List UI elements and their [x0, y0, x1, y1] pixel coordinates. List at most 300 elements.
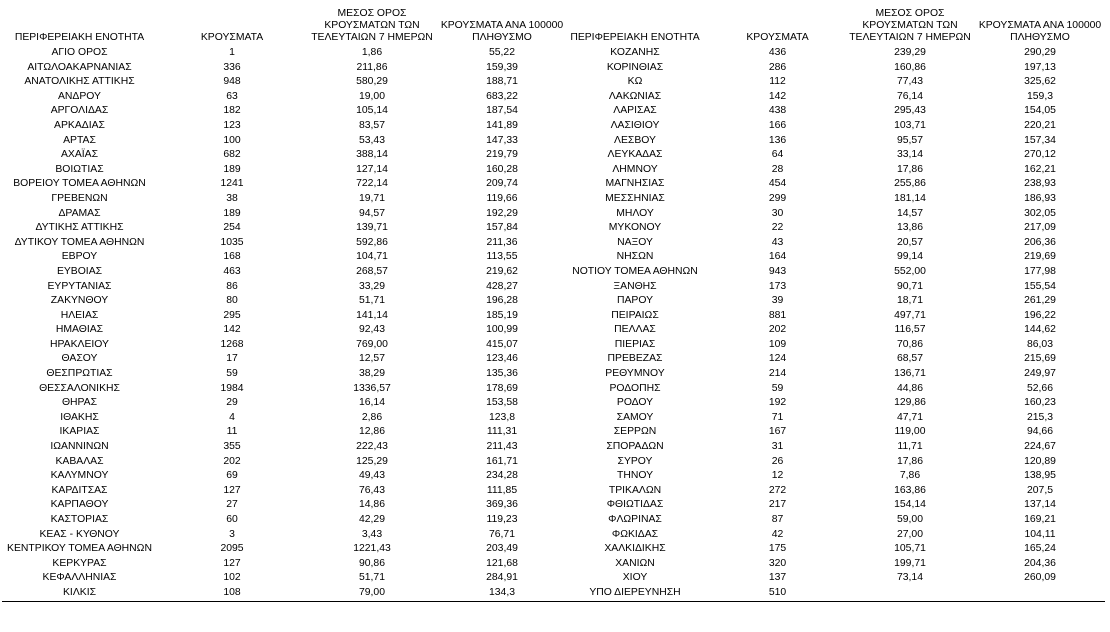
- cell-cases: 164: [768, 251, 787, 263]
- table-row: [2, 280, 567, 295]
- table-row: [2, 382, 567, 397]
- header-region: ΠΕΡΙΦΕΡΕΙΑΚΗ ΕΝΟΤΗΤΑ: [14, 32, 145, 43]
- cell-cases: 1: [229, 47, 235, 58]
- cell-avg-7-days: 239,29: [894, 47, 926, 58]
- table-row: [2, 294, 567, 309]
- table-row: [560, 338, 1105, 353]
- cell-cases: 69: [226, 470, 238, 482]
- header-avg-line3: ΤΕΛΕΥΤΑΙΩΝ 7 ΗΜΕΡΩΝ: [849, 32, 971, 43]
- cell-region: ΙΩΑΝΝΙΝΩΝ: [50, 441, 109, 453]
- table-row: [2, 177, 567, 192]
- header-cases: ΚΡΟΥΣΜΑΤΑ: [200, 32, 264, 43]
- cell-cases: 59: [226, 368, 238, 380]
- table-row: [560, 163, 1105, 178]
- cell-region: ΣΕΡΡΩΝ: [613, 426, 657, 438]
- cell-region: ΔΡΑΜΑΣ: [58, 207, 101, 219]
- cell-avg-7-days: 33,29: [358, 280, 385, 292]
- cell-cases: 26: [771, 455, 784, 467]
- cell-cases: 214: [768, 368, 787, 380]
- cell-region: ΛΑΚΩΝΙΑΣ: [608, 90, 662, 102]
- cell-region: ΚΙΛΚΙΣ: [2, 586, 157, 601]
- table-row: [560, 119, 1105, 134]
- cell-region: ΑΝΔΡΟΥ: [58, 90, 101, 102]
- cell-per-100k: 261,29: [1024, 295, 1056, 307]
- cell-region: ΚΑΒΑΛΑΣ: [55, 455, 104, 467]
- cell-per-100k: 209,74: [486, 178, 518, 190]
- cell-avg-7-days: 163,86: [894, 484, 926, 496]
- table-row: [2, 134, 567, 149]
- cell-cases: 943: [768, 265, 787, 277]
- table-row: [560, 513, 1105, 528]
- cell-cases: 1268: [220, 338, 244, 350]
- table-row: [2, 148, 567, 163]
- cell-per-100k: 138,95: [1024, 470, 1056, 482]
- cell-region: ΖΑΚΥΝΘΟΥ: [50, 295, 109, 307]
- header-avg-line2: ΚΡΟΥΣΜΑΤΩΝ ΤΩΝ: [862, 20, 958, 31]
- cell-per-100k: 169,21: [1024, 514, 1056, 525]
- cell-cases: 510: [710, 586, 845, 601]
- cell-cases: 173: [768, 280, 787, 292]
- cell-cases: 87: [771, 514, 784, 525]
- cell-cases: 11: [226, 426, 238, 438]
- cell-region: ΛΕΣΒΟΥ: [614, 134, 656, 146]
- table-row: [560, 352, 1105, 367]
- cell-avg-7-days: 51,71: [358, 572, 385, 584]
- cell-cases: 336: [223, 61, 241, 73]
- cell-cases: 137: [768, 572, 787, 584]
- cell-per-100k: 119,66: [486, 192, 518, 204]
- header-avg-7-days: [845, 8, 975, 46]
- table-row: [2, 192, 567, 207]
- table-row: [560, 309, 1105, 324]
- table-row: [2, 367, 567, 382]
- cell-cases: 438: [768, 105, 787, 117]
- header-per100k-line1: ΚΡΟΥΣΜΑΤΑ ΑΝΑ 100000: [440, 20, 564, 31]
- cell-avg-7-days: 19,00: [358, 90, 385, 102]
- cell-cases: 463: [223, 265, 241, 277]
- cell-per-100k: 215,3: [1026, 411, 1053, 423]
- cell-per-100k: 224,67: [1024, 441, 1056, 453]
- table-row: [560, 411, 1105, 426]
- cell-region: ΚΕΝΤΡΙΚΟΥ ΤΟΜΕΑ ΑΘΗΝΩΝ: [7, 543, 152, 555]
- table-row: [2, 265, 567, 280]
- cell-cases: 1984: [220, 382, 244, 394]
- cell-per-100k: 160,28: [486, 163, 518, 175]
- cell-region: ΗΛΕΙΑΣ: [60, 309, 99, 321]
- table-row: [2, 469, 567, 484]
- header-avg-line3: ΤΕΛΕΥΤΑΙΩΝ 7 ΗΜΕΡΩΝ: [311, 32, 433, 43]
- cell-region: ΑΧΑΪΑΣ: [60, 149, 99, 161]
- cell-avg-7-days: 17,86: [896, 163, 923, 175]
- table-row: [560, 484, 1105, 499]
- cell-per-100k: 415,07: [486, 338, 518, 350]
- table-row: [560, 265, 1105, 280]
- cell-avg-7-days: 76,43: [358, 484, 385, 496]
- cell-per-100k: 204,36: [1024, 557, 1056, 569]
- cell-cases: 31: [771, 441, 784, 453]
- cell-avg-7-days: 592,86: [356, 236, 388, 248]
- cell-per-100k: 178,69: [486, 382, 518, 394]
- cell-per-100k: 100,99: [486, 324, 518, 336]
- cell-per-100k: 135,36: [486, 368, 518, 380]
- cell-avg-7-days: 105,14: [356, 105, 388, 117]
- cell-cases: 2095: [220, 543, 244, 555]
- cell-per-100k: 111,85: [486, 484, 518, 496]
- cell-per-100k: 284,91: [486, 572, 518, 584]
- cell-cases: 299: [768, 192, 787, 204]
- cell-region: ΧΑΛΚΙΔΙΚΗΣ: [604, 543, 666, 555]
- cell-avg-7-days: 12,86: [358, 426, 385, 438]
- cell-avg-7-days: 1221,43: [353, 543, 391, 555]
- cell-region: ΣΠΟΡΑΔΩΝ: [606, 441, 664, 453]
- cell-region: ΚΑΡΔΙΤΣΑΣ: [51, 484, 108, 496]
- header-row: [560, 8, 1105, 46]
- cell-per-100k: 153,58: [486, 397, 518, 409]
- cell-avg-7-days: 95,57: [896, 134, 923, 146]
- cell-region: ΘΕΣΠΡΩΤΙΑΣ: [46, 368, 113, 380]
- table-body-left: [2, 46, 567, 601]
- cell-avg-7-days: 295,43: [894, 105, 926, 117]
- cell-region: ΔΥΤΙΚΟΥ ΤΟΜΕΑ ΑΘΗΝΩΝ: [14, 236, 145, 248]
- cell-cases: 142: [768, 90, 787, 102]
- cell-per-100k: 185,19: [486, 309, 518, 321]
- table-row: [560, 571, 1105, 586]
- cell-avg-7-days: 94,57: [358, 207, 385, 219]
- cell-per-100k: 219,79: [486, 149, 518, 161]
- cell-avg-7-days: 77,43: [896, 76, 923, 88]
- table-row: [2, 396, 567, 411]
- cell-avg-7-days: 38,29: [358, 368, 385, 380]
- table-row: [560, 294, 1105, 309]
- cell-avg-7-days: 20,57: [896, 236, 923, 248]
- cell-region: ΚΑΡΠΑΘΟΥ: [50, 499, 109, 511]
- cell-per-100k: 683,22: [486, 90, 518, 102]
- cell-region: ΞΑΝΘΗΣ: [613, 280, 657, 292]
- cell-avg-7-days: 129,86: [894, 397, 926, 409]
- cell-region: ΘΑΣΟΥ: [61, 353, 98, 365]
- table-row: [560, 104, 1105, 119]
- cell-per-100k: 159,3: [1026, 90, 1053, 102]
- cell-per-100k: 154,05: [1024, 105, 1056, 117]
- cell-region: ΠΑΡΟΥ: [616, 295, 654, 307]
- cell-per-100k: 157,84: [486, 222, 518, 234]
- cell-avg-7-days: 42,29: [358, 514, 385, 525]
- table-row: [2, 484, 567, 499]
- cell-per-100k: 207,5: [1026, 484, 1053, 496]
- cell-region: ΛΑΣΙΘΙΟΥ: [610, 119, 660, 131]
- cell-per-100k: 192,29: [486, 207, 518, 219]
- cell-per-100k: 104,11: [1024, 528, 1056, 540]
- cell-cases: 86: [226, 280, 238, 292]
- table-row: [560, 396, 1105, 411]
- cell-avg-7-days: 104,71: [356, 251, 388, 263]
- cell-avg-7-days: 7,86: [899, 470, 921, 482]
- cell-per-100k: 162,21: [1024, 163, 1056, 175]
- cell-per-100k: 369,36: [486, 499, 518, 511]
- cell-region: ΑΙΤΩΛΟΑΚΑΡΝΑΝΙΑΣ: [27, 61, 132, 73]
- cell-avg-7-days: 90,71: [896, 280, 923, 292]
- cell-avg-7-days: [845, 586, 975, 601]
- cell-per-100k: 144,62: [1024, 324, 1056, 336]
- table-row: [560, 323, 1105, 338]
- cell-region: ΜΑΓΝΗΣΙΑΣ: [605, 178, 665, 190]
- cell-region: ΓΡΕΒΕΝΩΝ: [51, 192, 108, 204]
- cell-region: ΠΙΕΡΙΑΣ: [614, 338, 656, 350]
- cell-cases: 4: [229, 411, 235, 423]
- cell-region: ΧΙΟΥ: [622, 572, 648, 584]
- cell-cases: 320: [768, 557, 787, 569]
- table-row: [560, 280, 1105, 295]
- header-per100k-line2: ΠΛΗΘΥΣΜΟ: [1010, 32, 1070, 43]
- cell-avg-7-days: 1336,57: [353, 382, 391, 394]
- cell-avg-7-days: 125,29: [356, 455, 388, 467]
- cell-region: ΕΥΡΥΤΑΝΙΑΣ: [47, 280, 112, 292]
- cell-cases: 3: [229, 528, 235, 540]
- cell-per-100k: 206,36: [1024, 236, 1056, 248]
- cell-avg-7-days: 116,57: [894, 324, 926, 336]
- cell-cases: 63: [226, 90, 238, 102]
- cell-region: ΣΑΜΟΥ: [616, 411, 654, 423]
- cell-region: ΚΑΛΥΜΝΟΥ: [50, 470, 109, 482]
- table-row: [2, 104, 567, 119]
- cell-per-100k: 177,98: [1024, 265, 1056, 277]
- cell-avg-7-days: 105,71: [894, 543, 926, 555]
- table-row: [560, 250, 1105, 265]
- cell-region: ΙΚΑΡΙΑΣ: [59, 426, 100, 438]
- cell-avg-7-days: 12,57: [358, 353, 385, 365]
- cell-avg-7-days: 99,14: [896, 251, 923, 263]
- cell-avg-7-days: 70,86: [896, 338, 923, 350]
- cell-per-100k: 123,46: [486, 353, 518, 365]
- table-row: [2, 75, 567, 90]
- cell-region: ΛΗΜΝΟΥ: [612, 163, 658, 175]
- header-avg-line1: ΜΕΣΟΣ ΟΡΟΣ: [337, 8, 407, 19]
- header-avg-line2: ΚΡΟΥΣΜΑΤΩΝ ΤΩΝ: [324, 20, 420, 31]
- cell-cases: 166: [768, 119, 787, 131]
- cell-per-100k: 76,71: [488, 528, 515, 540]
- table-row: [2, 586, 567, 601]
- cell-region: ΤΗΝΟΥ: [616, 470, 654, 482]
- header-per100k-line2: ΠΛΗΘΥΣΜΟ: [472, 32, 532, 43]
- table-row: [2, 90, 567, 105]
- cell-cases: 182: [223, 105, 241, 117]
- header-per-100k: [975, 8, 1105, 46]
- cell-region: ΛΕΥΚΑΔΑΣ: [607, 149, 663, 161]
- cell-per-100k: 159,39: [486, 61, 518, 73]
- cell-region: ΝΟΤΙΟΥ ΤΟΜΕΑ ΑΘΗΝΩΝ: [572, 265, 698, 277]
- header-avg-line1: ΜΕΣΟΣ ΟΡΟΣ: [875, 8, 945, 19]
- cell-cases: 29: [226, 397, 238, 409]
- cell-per-100k: 134,3: [437, 586, 567, 601]
- table-row: [2, 119, 567, 134]
- table-row: [560, 425, 1105, 440]
- cell-cases: 1035: [220, 236, 244, 248]
- cell-region: ΚΕΦΑΛΛΗΝΙΑΣ: [42, 572, 117, 584]
- table-row: [2, 513, 567, 528]
- cell-region: ΤΡΙΚΑΛΩΝ: [608, 484, 662, 496]
- cell-avg-7-days: 211,86: [356, 61, 388, 73]
- cell-region: ΛΑΡΙΣΑΣ: [613, 105, 657, 117]
- table-row: [2, 338, 567, 353]
- cell-per-100k: 270,12: [1024, 149, 1056, 161]
- cell-avg-7-days: 14,57: [896, 207, 923, 219]
- cell-cases: 30: [771, 207, 784, 219]
- cell-region: ΝΑΞΟΥ: [617, 236, 653, 248]
- cell-region: ΚΟΖΑΝΗΣ: [610, 47, 660, 58]
- cell-cases: 881: [768, 309, 787, 321]
- cell-cases: 38: [226, 192, 238, 204]
- cell-cases: 108: [157, 586, 307, 601]
- cell-avg-7-days: 16,14: [358, 397, 385, 409]
- table-row: [560, 586, 1105, 601]
- cell-avg-7-days: 1,86: [361, 47, 383, 58]
- cell-cases: 124: [768, 353, 787, 365]
- table-row: [560, 469, 1105, 484]
- cell-avg-7-days: 127,14: [356, 163, 388, 175]
- cell-avg-7-days: 79,00: [307, 586, 437, 601]
- cell-per-100k: 137,14: [1024, 499, 1056, 511]
- cell-region: ΘΗΡΑΣ: [61, 397, 98, 409]
- table-row: [2, 309, 567, 324]
- cell-cases: 59: [771, 382, 784, 394]
- cell-per-100k: 234,28: [486, 470, 518, 482]
- cell-per-100k: 113,55: [486, 251, 518, 263]
- cell-avg-7-days: 268,57: [356, 265, 388, 277]
- cell-cases: 136: [768, 134, 787, 146]
- table-row: [560, 440, 1105, 455]
- cell-avg-7-days: 76,14: [896, 90, 923, 102]
- cell-per-100k: 219,69: [1024, 251, 1056, 263]
- cell-per-100k: 161,71: [486, 455, 518, 467]
- cell-cases: 112: [769, 76, 786, 88]
- table-row: [560, 177, 1105, 192]
- cell-cases: 682: [223, 149, 241, 161]
- cell-region: ΑΡΤΑΣ: [63, 134, 96, 146]
- cell-avg-7-days: 18,71: [896, 295, 923, 307]
- cell-avg-7-days: 19,71: [358, 192, 385, 204]
- header-cases: ΚΡΟΥΣΜΑΤΑ: [746, 32, 809, 43]
- cell-region: ΧΑΝΙΩΝ: [615, 557, 655, 569]
- cell-per-100k: 187,54: [486, 105, 518, 117]
- cell-avg-7-days: 181,14: [894, 192, 926, 204]
- cell-cases: 355: [223, 441, 241, 453]
- cell-cases: 202: [768, 324, 787, 336]
- table-row: [2, 352, 567, 367]
- table-row: [2, 207, 567, 222]
- cell-cases: 175: [768, 543, 787, 555]
- cell-region: ΒΟΙΩΤΙΑΣ: [55, 163, 104, 175]
- table-row: [2, 323, 567, 338]
- cell-per-100k: 290,29: [1024, 47, 1056, 58]
- cell-per-100k: 147,33: [486, 134, 518, 146]
- table-row: [2, 528, 567, 543]
- cell-cases: 272: [768, 484, 787, 496]
- cell-cases: 254: [223, 222, 241, 234]
- cell-cases: 127: [223, 557, 241, 569]
- cell-avg-7-days: 103,71: [894, 119, 926, 131]
- cell-cases: 217: [768, 499, 787, 511]
- cell-region: ΚΩ: [627, 76, 643, 88]
- table-body-right: [560, 46, 1105, 601]
- cell-cases: 948: [223, 76, 241, 88]
- table-row: [560, 498, 1105, 513]
- cell-per-100k: 120,89: [1024, 455, 1056, 467]
- cell-cases: 109: [768, 338, 787, 350]
- header-per-100k: [437, 8, 567, 46]
- cell-avg-7-days: 722,14: [356, 178, 388, 190]
- cell-avg-7-days: 17,86: [896, 455, 923, 467]
- cell-region: ΚΟΡΙΝΘΙΑΣ: [606, 61, 664, 73]
- cell-cases: 123: [223, 119, 241, 131]
- cell-cases: 43: [771, 236, 784, 248]
- table-row: [2, 571, 567, 586]
- cell-avg-7-days: 222,43: [356, 441, 388, 453]
- cell-region: ΠΡΕΒΕΖΑΣ: [607, 353, 663, 365]
- cell-avg-7-days: 141,14: [356, 309, 388, 321]
- cell-cases: 189: [223, 207, 241, 219]
- cell-region: ΚΕΑΣ - ΚΥΘΝΟΥ: [39, 528, 120, 540]
- cell-avg-7-days: 2,86: [361, 411, 383, 423]
- header-row: [2, 8, 567, 46]
- cell-region: ΑΝΑΤΟΛΙΚΗΣ ΑΤΤΙΚΗΣ: [24, 76, 135, 88]
- cell-per-100k: 217,09: [1024, 222, 1056, 234]
- table-row: [560, 382, 1105, 397]
- cell-per-100k: 123,8: [488, 411, 515, 423]
- cell-cases: 286: [768, 61, 787, 73]
- cell-per-100k: 186,93: [1024, 192, 1056, 204]
- cell-region: ΦΩΚΙΔΑΣ: [611, 528, 659, 540]
- cell-avg-7-days: 92,43: [358, 324, 385, 336]
- cell-avg-7-days: 11,71: [897, 441, 923, 453]
- cell-avg-7-days: 255,86: [894, 178, 926, 190]
- cell-region: ΗΜΑΘΙΑΣ: [55, 324, 104, 336]
- cell-region: ΦΛΩΡΙΝΑΣ: [608, 514, 662, 525]
- cell-per-100k: 260,09: [1024, 572, 1056, 584]
- cell-region: ΡΕΘΥΜΝΟΥ: [605, 368, 665, 380]
- cell-region: ΠΕΙΡΑΙΩΣ: [611, 309, 659, 321]
- cell-avg-7-days: 497,71: [894, 309, 926, 321]
- cell-avg-7-days: 68,57: [896, 353, 923, 365]
- table-row: [560, 528, 1105, 543]
- cell-cases: 64: [771, 149, 784, 161]
- cell-per-100k: 94,66: [1026, 426, 1053, 438]
- cell-region: ΡΟΔΟΠΗΣ: [609, 382, 661, 394]
- cell-avg-7-days: 73,14: [896, 572, 923, 584]
- cell-cases: 436: [768, 47, 787, 58]
- cell-cases: 71: [771, 411, 784, 423]
- cell-per-100k: 141,89: [486, 119, 518, 131]
- cell-cases: 22: [771, 222, 784, 234]
- table-row: [2, 557, 567, 572]
- cell-cases: 295: [223, 309, 241, 321]
- cell-cases: 142: [223, 324, 241, 336]
- cell-region: ΡΟΔΟΥ: [616, 397, 654, 409]
- cell-per-100k: 196,22: [1024, 309, 1056, 321]
- cell-region: ΑΡΚΑΔΙΑΣ: [54, 119, 105, 131]
- cell-cases: 12: [771, 470, 784, 482]
- cell-region: ΜΥΚΟΝΟΥ: [608, 222, 662, 234]
- cell-avg-7-days: 160,86: [894, 61, 926, 73]
- cell-avg-7-days: 199,71: [894, 557, 926, 569]
- cell-region: ΗΡΑΚΛΕΙΟΥ: [50, 338, 109, 350]
- table-row: [560, 192, 1105, 207]
- cell-avg-7-days: 51,71: [358, 295, 385, 307]
- cell-per-100k: 196,28: [486, 295, 518, 307]
- table-row: [560, 221, 1105, 236]
- cases-table-left: [2, 8, 567, 602]
- table-row: [560, 61, 1105, 76]
- table-row: [560, 90, 1105, 105]
